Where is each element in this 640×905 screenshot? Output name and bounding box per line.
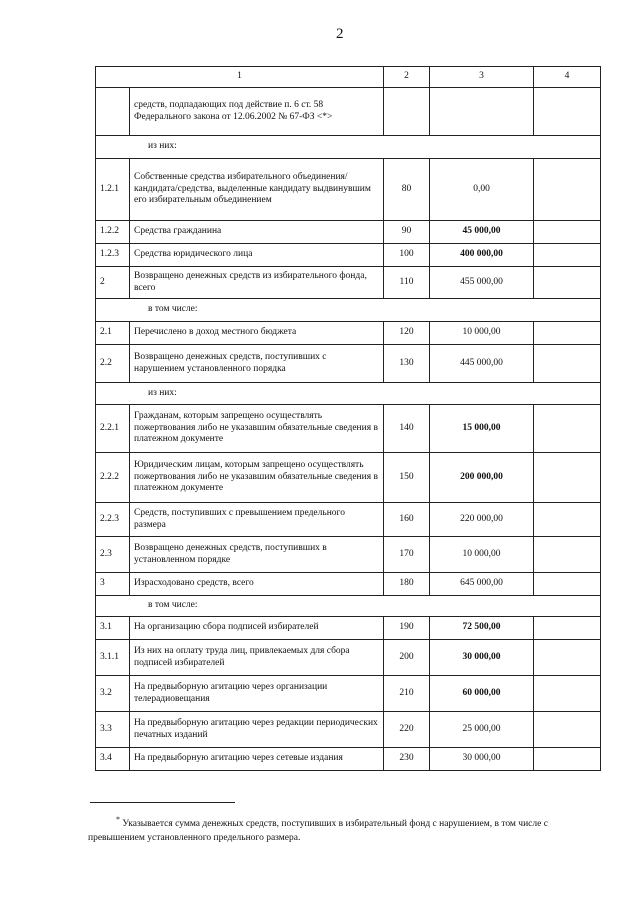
row-note-cell [534,712,601,748]
row-code-cell: 2.1 [96,322,130,345]
row-code-cell: 2.2.3 [96,503,130,537]
table-row [96,640,601,676]
row-line-number-cell: 200 [384,640,430,676]
row-code-cell: 2.2.1 [96,405,130,453]
row-sum-cell: 200 000,00 [430,453,534,503]
row-line-number-cell: 130 [384,345,430,383]
row-name-cell: Возвращено денежных средств, поступивших в установленном порядке [130,537,384,573]
row-sum-cell: 60 000,00 [430,676,534,712]
table-row [96,503,601,537]
table-row [96,617,601,640]
footnote-text: Указывается сумма денежных средств, поступивших в избирательный фонд с нарушением, в том числе с превышением установленного предельного размера. [88,819,548,843]
row-sum-cell: 220 000,00 [430,503,534,537]
row-sum-cell: 30 000,00 [430,640,534,676]
row-code-cell: 1.2.3 [96,244,130,267]
row-note-cell [534,573,601,596]
row-sum-cell: 455 000,00 [430,267,534,299]
row-sum-cell: 10 000,00 [430,322,534,345]
table-row [96,573,601,596]
row-code-cell: 3 [96,573,130,596]
row-sum-cell: 45 000,00 [430,221,534,244]
section-row [96,383,601,405]
table-row [96,345,601,383]
row-name-cell: На предвыборную агитацию через сетевые издания [130,748,384,771]
table-row [96,88,601,136]
row-code-cell: 2.2 [96,345,130,383]
row-note-cell [534,748,601,771]
row-name-cell: Юридическим лицам, которым запрещено осуществлять пожертвования либо не указавшим обязательные сведения в платежном документе [130,453,384,503]
report-table-body [96,67,601,771]
row-sum-cell: 25 000,00 [430,712,534,748]
table-row [96,748,601,771]
row-line-number-cell: 150 [384,453,430,503]
row-note-cell [534,267,601,299]
table-row [96,676,601,712]
row-line-number-cell: 110 [384,267,430,299]
row-name-cell: Возвращено денежных средств из избирательного фонда, всего [130,267,384,299]
section-label: в том числе: [96,299,601,322]
row-note-cell [534,88,601,136]
table-row [96,159,601,221]
row-line-number-cell: 140 [384,405,430,453]
row-line-number-cell: 160 [384,503,430,537]
row-note-cell [534,345,601,383]
page-number: 2 [336,26,344,42]
row-note-cell [534,676,601,712]
row-line-number-cell: 90 [384,221,430,244]
table-row [96,405,601,453]
section-label: в том числе: [96,596,601,617]
row-sum-cell: 645 000,00 [430,573,534,596]
table-row [96,221,601,244]
row-code-cell: 3.4 [96,748,130,771]
row-name-cell: Возвращено денежных средств, поступивших с нарушением установленного порядка [130,345,384,383]
footnote-mark: * [116,815,120,824]
row-code-cell: 2.2.2 [96,453,130,503]
row-line-number-cell: 120 [384,322,430,345]
row-note-cell [534,322,601,345]
row-code-cell [96,88,130,136]
table-row [96,712,601,748]
row-name-cell: Средства гражданина [130,221,384,244]
row-name-cell: Из них на оплату труда лиц, привлекаемых для сбора подписей избирателей [130,640,384,676]
row-line-number-cell: 230 [384,748,430,771]
row-name-cell: средств, подпадающих под действие п. 6 ст. 58 Федерального закона от 12.06.2002 № 67-ФЗ <*> [130,88,384,136]
table-row [96,537,601,573]
header-cell-2: 2 [384,67,430,88]
row-code-cell: 2 [96,267,130,299]
row-code-cell: 3.1.1 [96,640,130,676]
footnote [88,814,603,846]
section-row [96,136,601,159]
row-code-cell: 3.1 [96,617,130,640]
table-row [96,267,601,299]
table-row [96,244,601,267]
row-code-cell: 1.2.2 [96,221,130,244]
row-sum-cell: 400 000,00 [430,244,534,267]
row-code-cell: 3.3 [96,712,130,748]
row-code-cell: 2.3 [96,537,130,573]
report-table [95,66,601,771]
header-cell-3: 3 [430,67,534,88]
header-cell-4: 4 [534,67,601,88]
row-note-cell [534,453,601,503]
footnote-divider [90,802,235,803]
row-code-cell: 1.2.1 [96,159,130,221]
row-sum-cell [430,88,534,136]
row-name-cell: Средства юридического лица [130,244,384,267]
row-name-cell: Израсходовано средств, всего [130,573,384,596]
row-note-cell [534,159,601,221]
row-name-cell: Перечислено в доход местного бюджета [130,322,384,345]
row-code-cell: 3.2 [96,676,130,712]
row-name-cell: На предвыборную агитацию через организации телерадиовещания [130,676,384,712]
row-note-cell [534,221,601,244]
row-note-cell [534,405,601,453]
row-note-cell [534,244,601,267]
header-cell-1: 1 [96,67,384,88]
row-name-cell: На предвыборную агитацию через редакции периодических печатных изданий [130,712,384,748]
row-line-number-cell: 220 [384,712,430,748]
row-sum-cell: 0,00 [430,159,534,221]
row-line-number-cell: 210 [384,676,430,712]
section-label: из них: [96,136,601,159]
row-sum-cell: 30 000,00 [430,748,534,771]
row-name-cell: Средств, поступивших с превышением предельного размера [130,503,384,537]
section-label: из них: [96,383,601,405]
row-note-cell [534,503,601,537]
row-sum-cell: 15 000,00 [430,405,534,453]
row-sum-cell: 72 500,00 [430,617,534,640]
row-line-number-cell: 190 [384,617,430,640]
table-header-row [96,67,601,88]
row-name-cell: На организацию сбора подписей избирателей [130,617,384,640]
row-sum-cell: 445 000,00 [430,345,534,383]
row-line-number-cell: 170 [384,537,430,573]
row-name-cell: Гражданам, которым запрещено осуществлять пожертвования либо не указавшим обязательные сведения в платежном документе [130,405,384,453]
row-note-cell [534,537,601,573]
row-line-number-cell [384,88,430,136]
row-line-number-cell: 100 [384,244,430,267]
row-note-cell [534,617,601,640]
row-line-number-cell: 80 [384,159,430,221]
row-sum-cell: 10 000,00 [430,537,534,573]
row-note-cell [534,640,601,676]
table-row [96,453,601,503]
section-row [96,596,601,617]
row-name-cell: Собственные средства избирательного объединения/кандидата/средства, выделенные кандидату выдвинувшим его избирательным объединением [130,159,384,221]
section-row [96,299,601,322]
table-row [96,322,601,345]
row-line-number-cell: 180 [384,573,430,596]
